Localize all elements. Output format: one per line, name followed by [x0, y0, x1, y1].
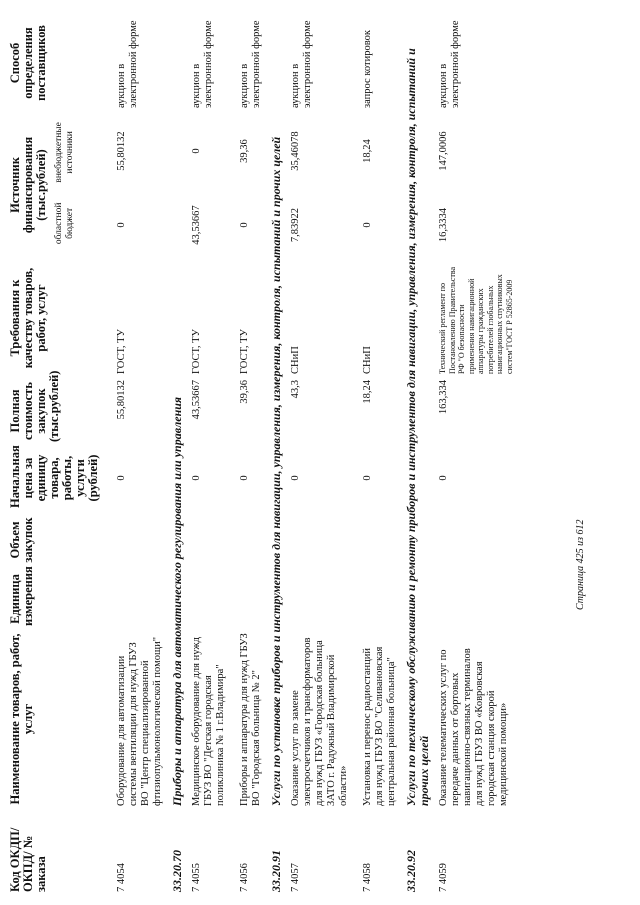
row-regional: 43,53667 — [191, 205, 202, 245]
row-initial-price: 0 — [239, 475, 250, 481]
header-unit: Единица измерения — [8, 566, 35, 626]
row-total-cost: 18,24 — [362, 380, 373, 404]
row-requirements: ГОСТ, ТУ — [239, 329, 250, 374]
section-title: Услуги по установке приборов и инструментов для навигации, управления, измерения, контроля, испытаний и прочих целей — [269, 136, 283, 806]
row-total-cost: 39,36 — [239, 380, 250, 404]
row-total-cost: 43,53667 — [191, 380, 202, 420]
row-requirements: ГОСТ, ТУ — [116, 329, 127, 374]
row-method: аукцион в электронной форме — [438, 20, 461, 108]
header-method: Способ определения поставщиков — [8, 25, 48, 101]
row-initial-price: 0 — [290, 475, 301, 481]
row-requirements: Технический регламент по Постановлению Правительства РФ "О безопасности применения навигационной аппаратуры гражданских потребителей глобальных навигационных спутниковых систем"ГОСТ Р 52865-2009 — [438, 266, 514, 374]
row-offbudget: 39,36 — [239, 139, 250, 163]
header-total-cost: Полная стоимость закупок (тыс.рублей) — [8, 370, 61, 442]
row-unit — [233, 569, 269, 629]
row-regional: 0 — [362, 222, 373, 228]
row-code: 7 4059 — [438, 863, 449, 892]
row-offbudget: 18,24 — [362, 139, 373, 163]
page-number: Страница 425 из 612 — [575, 519, 586, 610]
row-method: запрос котировок — [362, 30, 373, 108]
row-offbudget: 147,0006 — [438, 131, 449, 171]
row-offbudget: 0 — [191, 148, 202, 154]
table-row — [356, 15, 404, 895]
row-regional: 16,3334 — [438, 207, 449, 243]
row-total-cost: 43,3 — [290, 380, 301, 399]
row-requirements: ГОСТ, ТУ — [191, 329, 202, 374]
section-row — [404, 15, 432, 895]
section-code: 33.20.91 — [269, 850, 283, 892]
section-code: 33.20.92 — [404, 850, 418, 892]
row-requirements: СНиП — [290, 346, 301, 374]
row-name: Оказание телематических услуг по передаче данных от бортовых навигационно-связных терминалов для нужд ГБУЗ ВО «Ковровская городская станция скорой медицинской помощи» — [438, 648, 509, 806]
row-requirements: СНиП — [362, 346, 373, 374]
table-header-row — [8, 15, 110, 895]
section-row — [170, 15, 185, 895]
row-offbudget: 55,80132 — [116, 131, 127, 171]
header-code: Код ОКДП/ ОКПД/ № заказа — [8, 827, 48, 892]
row-initial-price: 0 — [362, 475, 373, 481]
row-code: 7 4056 — [239, 863, 250, 892]
row-name: Оборудование для автоматизации системы вентиляции для нужд ГБУЗ ВО "Центр специализированной фтизиопульмонологической помощи" — [116, 637, 163, 806]
header-requirements: Требования к качеству товаров, работ, услуг — [8, 267, 48, 369]
row-initial-price: 0 — [438, 475, 449, 481]
row-name: Оказание услуг по замене электросчетчиков и трансформаторов для нужд ГБУЗ «Городская больница ЗАТО г. Радужный Владимирской области» — [290, 637, 349, 806]
table-row — [233, 15, 269, 895]
row-method: аукцион в электронной форме — [290, 20, 313, 108]
row-volume — [432, 511, 520, 569]
row-volume — [284, 511, 356, 569]
row-method: аукцион в электронной форме — [191, 20, 214, 108]
section-row — [269, 15, 284, 895]
row-total-cost: 163,334 — [438, 380, 449, 415]
header-initial-price: Начальная цена за единицу товара, работы, услуги (рублей) — [8, 445, 100, 508]
row-total-cost: 55,80132 — [116, 380, 127, 420]
row-volume — [233, 511, 269, 569]
row-code: 7 4055 — [191, 863, 202, 892]
table-row — [185, 15, 233, 895]
section-title: Приборы и аппаратура для автоматического регулирования или управления — [170, 396, 184, 806]
row-name: Установка и перенос радиостанций для нужд ГБУЗ ВО "Селивановская центральная районная больница" — [362, 646, 397, 806]
row-regional: 0 — [116, 222, 127, 228]
row-volume — [110, 511, 170, 569]
row-name: Приборы и аппаратура для нужд ГБУЗ ВО "Городская больница № 2" — [239, 633, 262, 806]
row-volume — [356, 511, 404, 569]
table-body — [110, 15, 520, 895]
header-funding-offbudget: внебюджетные источники — [54, 122, 75, 183]
procurement-plan-page — [8, 15, 618, 895]
row-unit — [185, 569, 233, 629]
header-name: Наименование товаров, работ, услуг — [8, 633, 35, 805]
section-code: 33.20.70 — [170, 850, 184, 892]
row-code: 7 4054 — [116, 863, 127, 892]
header-funding-regional: областной бюджет — [54, 202, 75, 245]
row-method: аукцион в электронной форме — [116, 20, 139, 108]
header-volume: Объем закупок — [8, 517, 35, 563]
table-row — [110, 15, 170, 895]
row-name: Медицинское оборудование для нужд ГБУЗ ВО "Детская городская поликлиника № 1 г.Владимира" — [191, 637, 226, 806]
row-unit — [110, 569, 170, 629]
row-offbudget: 35,46078 — [290, 131, 301, 171]
row-volume — [185, 511, 233, 569]
procurement-table — [8, 15, 520, 895]
table-row — [432, 15, 520, 895]
header-funding-title: Источник финансирования (тыс.рублей) — [8, 136, 48, 234]
table-row — [284, 15, 356, 895]
row-unit — [356, 569, 404, 629]
row-initial-price: 0 — [191, 475, 202, 481]
row-unit — [284, 569, 356, 629]
row-code: 7 4058 — [362, 863, 373, 892]
row-unit — [432, 569, 520, 629]
row-method: аукцион в электронной форме — [239, 20, 262, 108]
section-title: Услуги по техническому обслуживанию и ремонту приборов и инструментов для навигации, управления, измерения, контроля, испытаний и прочих целей — [404, 48, 431, 806]
row-regional: 0 — [239, 222, 250, 228]
row-initial-price: 0 — [116, 475, 127, 481]
header-funding — [8, 111, 110, 259]
row-code: 7 4057 — [290, 863, 301, 892]
row-regional: 7,83922 — [290, 207, 301, 243]
